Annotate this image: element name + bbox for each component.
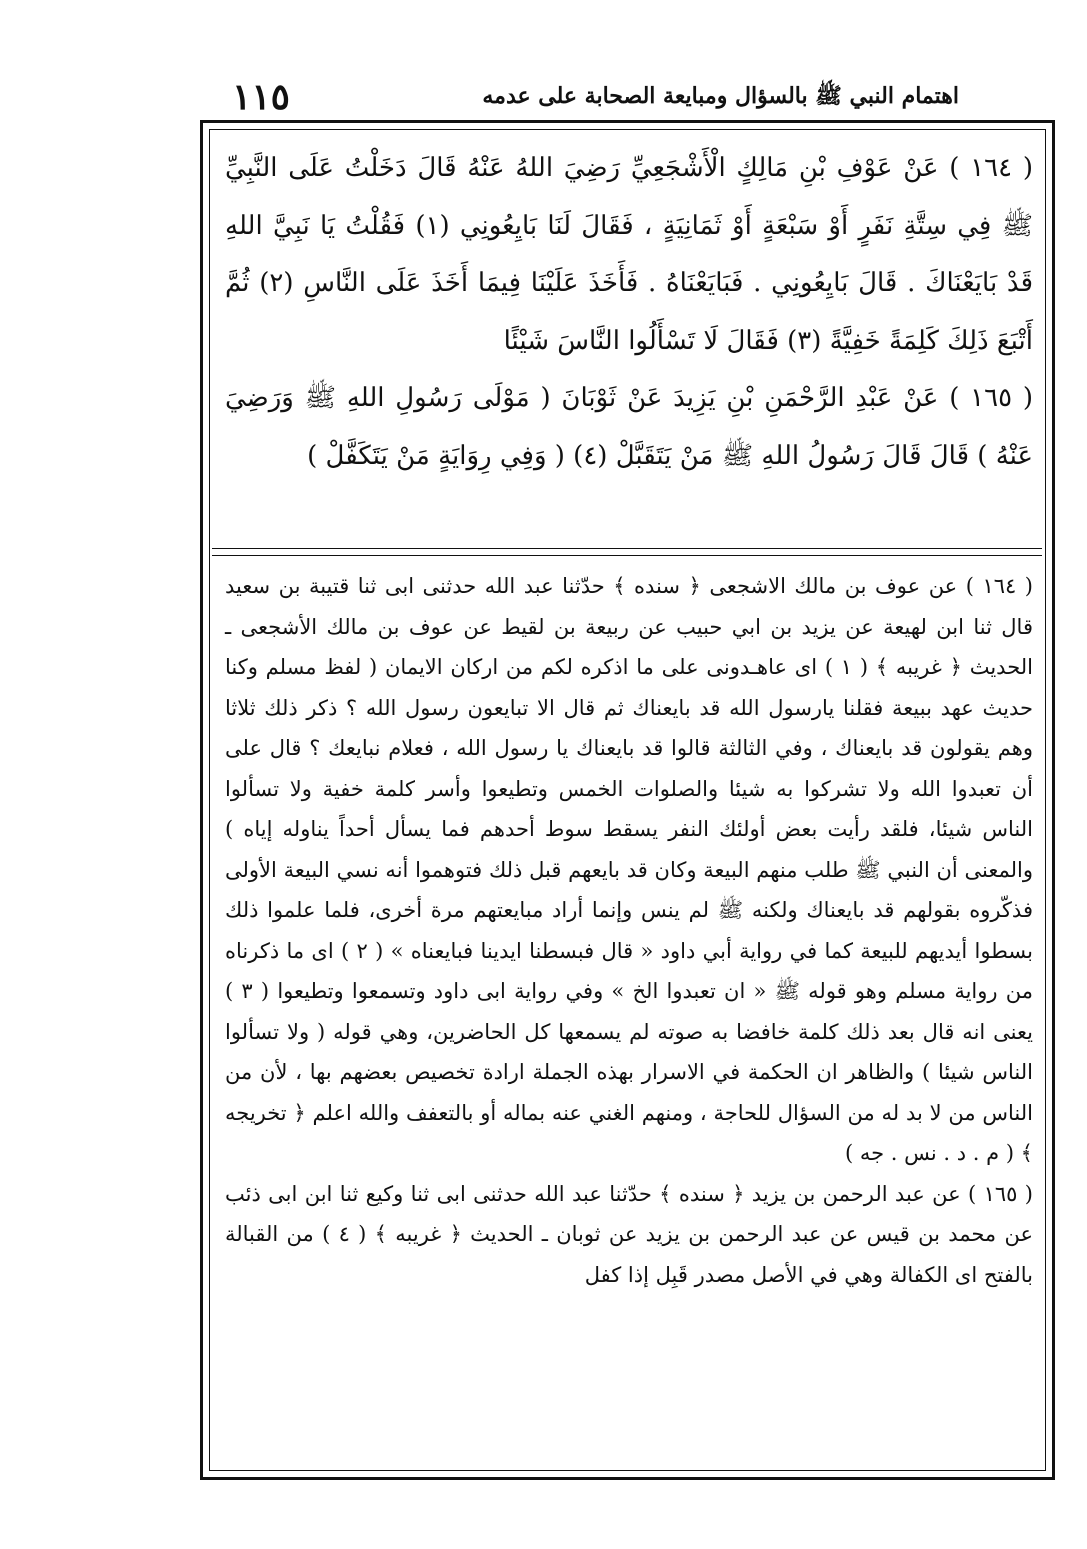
running-title: اهتمام النبي ﷺ بالسؤال ومبايعة الصحابة على عدمه — [482, 83, 959, 109]
hadith-165: ( ١٦٥ ) عَنْ عَبْدِ الرَّحْمَنِ بْنِ يَزِيدَ عَنْ ثَوْبَانَ ( مَوْلَى رَسُولِ اللهِ ﷺ وَرَضِيَ عَنْهُ ) قَالَ قَالَ رَسُولُ اللهِ ﷺ مَنْ يَتَقَبَّلْ (٤) ( وَفِي رِوَايَةٍ مَنْ يَتَكَفَّلْ ) — [225, 383, 1033, 471]
page-number: ١١٥ — [232, 76, 291, 118]
main-hadith-text — [225, 140, 1033, 485]
hadith-164: ( ١٦٤ ) عَنْ عَوْفِ بْنِ مَالِكٍ الْأَشْجَعِيِّ رَضِيَ اللهُ عَنْهُ قَالَ دَخَلْتُ عَلَى النَّبِيِّ ﷺ فِي سِتَّةِ نَفَرٍ أَوْ سَبْعَةٍ أَوْ ثَمَانِيَةٍ ، فَقَالَ لَنَا بَايِعُونِي (١) فَقُلْتُ يَا نَبِيَّ اللهِ قَدْ بَايَعْنَاكَ . قَالَ بَايِعُونِي . فَبَايَعْنَاهُ . فَأَخَذَ عَلَيْنَا فِيمَا أَخَذَ عَلَى النَّاسِ (٢) ثُمَّ أَتْبَعَ ذَلِكَ كَلِمَةً خَفِيَّةً (٣) فَقَالَ لَا تَسْأَلُوا النَّاسَ شَيْئًا — [225, 153, 1034, 356]
commentary-note-164: ( ١٦٤ ) عن عوف بن مالك الاشجعى ﴿ سنده ﴾ حدّثنا عبد الله حدثنى ابى ثنا قتيبة بن سعيد قال ثنا ابن لهيعة عن يزيد بن ابي حبيب عن ربيعة بن لقيط عن عوف بن مالك الأشجعى ـ الحديث ﴿ غريبه ﴾ ( ١ ) اى عاهـدونى على ما اذكره لكم من اركان الايمان ( لفظ مسلم وكنا حديث عهد ببيعة فقلنا يارسول الله قد بايعناك ثم قال الا تبايعون رسول الله ؟ ذكر ذلك ثلاثا وهم يقولون قد بايعناك ، وفي الثالثة قالوا قد بايعناك يا رسول الله ، فعلام نبايعك ؟ قال على أن تعبدوا الله ولا تشركوا به شيئا والصلوات الخمس وتطيعوا وأسر كلمة خفية ولا تسألوا الناس شيئا، فلقد رأيت بعض أولئك النفر يسقط سوط أحدهم فما يسأل أحداً يناوله إياه ) والمعنى أن النبي ﷺ طلب منهم البيعة وكان قد بايعهم قبل ذلك فتوهموا أنه نسي البيعة الأولى فذكّروه بقولهم قد بايعناك ولكنه ﷺ لم ينس وإنما أراد مبايعتهم مرة أخرى، فلما علموا ذلك بسطوا أيديهم للبيعة كما في رواية أبي داود « قال فبسطنا ايدينا فبايعناه » ( ٢ ) اى ما ذكرناه من رواية مسلم وهو قوله ﷺ « ان تعبدوا الخ » وفي رواية ابى داود وتسمعوا وتطيعوا ( ٣ ) يعنى انه قال بعد ذلك كلمة خافضا به صوته لم يسمعها كل الحاضرين، وهي قوله ( ولا تسألوا الناس شيئا ) والظاهر ان الحكمة في الاسرار بهذه الجملة ارادة تخصيص بعضهم بها ، لأن من الناس من لا بد له من السؤال للحاجة ، ومنهم الغني عنه بماله أو بالتعفف والله اعلم ﴿ تخريجه ﴾ ( م . د . نس . جه ) — [225, 574, 1034, 1165]
commentary-note-165: ( ١٦٥ ) عن عبد الرحمن بن يزيد ﴿ سنده ﴾ حدّثنا عبد الله حدثنى ابى ثنا وكيع ثنا ابن ابى ذئب عن محمد بن قيس عن عبد الرحمن بن يزيد عن ثوبان ـ الحديث ﴿ غريبه ﴾ ( ٤ ) من القبالة بالفتح اى الكفالة وهي في الأصل مصدر قَبِل إذا كفل — [225, 1181, 1034, 1287]
section-divider — [212, 548, 1042, 556]
commentary-section — [225, 566, 1033, 1295]
